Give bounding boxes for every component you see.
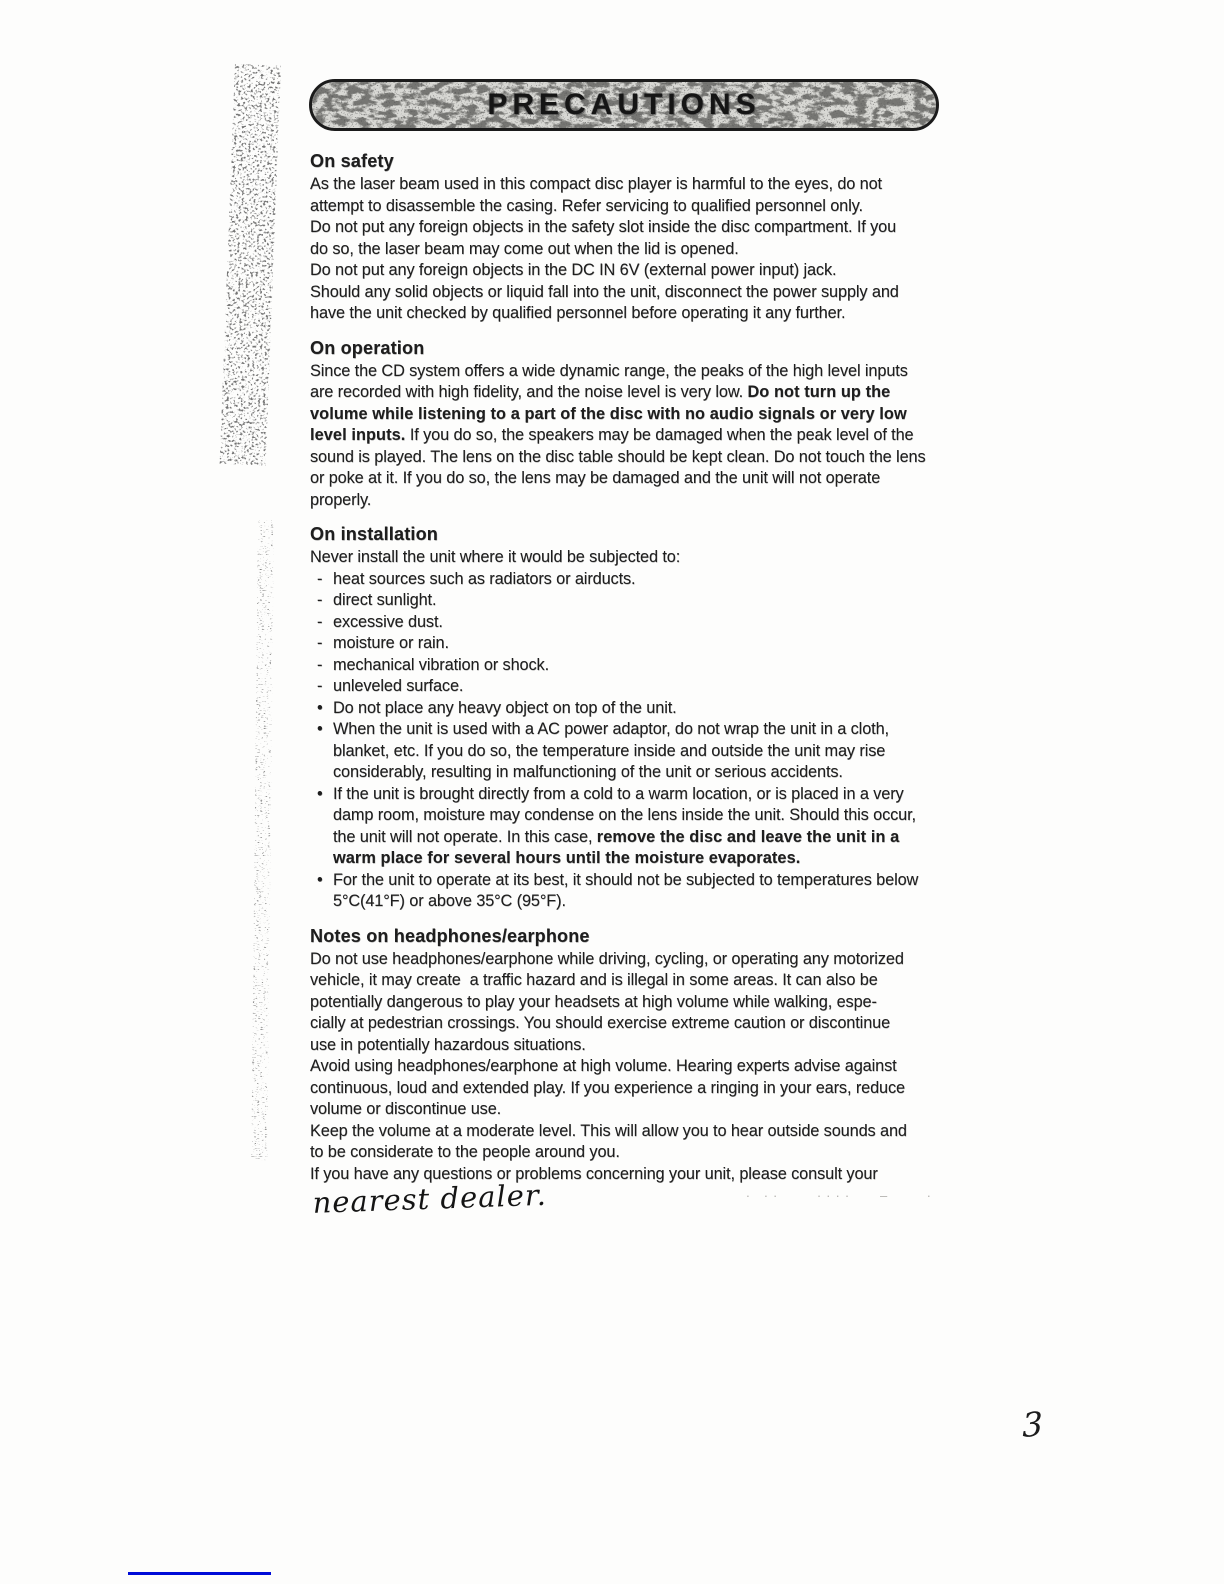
text-line — [310, 239, 950, 261]
bullet-body — [333, 612, 950, 634]
bullet-marker: - — [317, 655, 323, 674]
text-line — [310, 260, 950, 282]
bullet-item — [310, 590, 950, 612]
section-heading: On operation — [310, 337, 425, 358]
text-line — [333, 827, 950, 849]
text-line — [310, 1142, 950, 1164]
bullet-item — [310, 698, 950, 720]
text-segment: volume or discontinue use. — [310, 1100, 502, 1118]
scan-noise-line — [251, 520, 274, 1160]
text-segment: Since the CD system offers a wide dynamic range, the peaks of the high level inputs — [310, 361, 908, 380]
bold-text-segment: level inputs. — [310, 426, 406, 444]
bullet-item — [310, 719, 950, 784]
handwritten-row — [310, 1177, 950, 1220]
scan-noise-band — [220, 64, 281, 465]
bold-text-segment: Do not turn up the — [747, 383, 891, 401]
text-line — [310, 382, 950, 404]
text-segment: Never install the unit where it would be subjected to: — [310, 548, 681, 566]
text-line — [310, 1035, 950, 1057]
bullet-body — [333, 698, 950, 720]
text-segment: If you do so, the speakers may be damaged when the peak level of the — [405, 426, 914, 444]
bullet-body — [333, 590, 950, 612]
text-segment: Do not put any foreign objects in the DC IN 6V (external power input) jack. — [310, 261, 837, 279]
text-segment: If the unit is brought directly from a cold to a warm location, or is placed in a very — [333, 784, 904, 803]
handwritten-note: nearest dealer. — [311, 1177, 548, 1220]
text-line — [310, 425, 950, 447]
text-line — [310, 282, 950, 304]
bullet-item — [310, 676, 950, 698]
text-line — [310, 361, 950, 383]
text-line — [333, 784, 950, 806]
text-segment: Do not place any heavy object on top of the unit. — [333, 698, 677, 717]
section-on-operation — [310, 337, 950, 512]
text-segment: to be considerate to the people around you. — [310, 1143, 620, 1161]
text-segment: heat sources such as radiators or airducts. — [333, 569, 636, 588]
bullet-marker: • — [317, 784, 323, 803]
text-segment: Keep the volume at a moderate level. This will allow you to hear outside sounds and — [310, 1121, 907, 1140]
text-line — [333, 848, 950, 870]
text-segment: the unit will not operate. In this case, — [333, 827, 597, 846]
section-notes-on-headphones — [310, 925, 950, 1186]
bullet-item — [310, 784, 950, 870]
scan-smudge-marks: · ·· ···· – · — [745, 1188, 936, 1203]
text-line — [333, 590, 950, 612]
bullet-marker: • — [317, 698, 323, 717]
bullet-item — [310, 870, 950, 913]
bullet-marker: • — [317, 720, 323, 738]
text-segment: or poke at it. If you do so, the lens may be damaged and the unit will not operate — [310, 469, 881, 487]
text-line — [310, 447, 950, 469]
text-line — [310, 1056, 950, 1078]
text-line — [333, 676, 950, 698]
bullet-item — [310, 655, 950, 677]
bullet-body — [333, 633, 950, 655]
text-segment: Should any solid objects or liquid fall into the unit, disconnect the power supply and — [310, 282, 899, 301]
text-segment: vehicle, it may create a traffic hazard and is illegal in some areas. It can also be — [310, 971, 878, 989]
text-segment: moisture or rain. — [333, 634, 449, 652]
text-segment: Avoid using headphones/earphone at high volume. Hearing experts advise against — [310, 1057, 897, 1075]
section-heading: Notes on headphones/earphone — [310, 925, 590, 946]
bullet-body — [333, 719, 950, 784]
bullet-item — [310, 633, 950, 655]
text-segment: properly. — [310, 490, 372, 509]
text-line — [310, 468, 950, 490]
text-line — [310, 490, 950, 512]
bold-text-segment: volume while listening to a part of the disc with no audio signals or very low — [310, 404, 907, 423]
bold-text-segment: warm place for several hours until the moisture evaporates. — [333, 849, 801, 867]
text-segment: attempt to disassemble the casing. Refer servicing to qualified personnel only. — [310, 196, 863, 215]
text-segment: damp room, moisture may condense on the lens inside the unit. Should this occur, — [333, 806, 916, 824]
text-line — [310, 303, 950, 325]
text-segment: mechanical vibration or shock. — [333, 655, 549, 674]
text-segment: use in potentially hazardous situations. — [310, 1035, 586, 1054]
bold-text-segment: remove the disc and leave the unit in a — [596, 827, 900, 846]
text-segment: excessive dust. — [333, 612, 443, 631]
bullet-marker: - — [317, 634, 323, 652]
page-number-handwritten: 3 — [1021, 1403, 1044, 1446]
text-segment: cially at pedestrian crossings. You should exercise extreme caution or discontinue — [310, 1014, 891, 1032]
text-segment: potentially dangerous to play your headsets at high volume while walking, espe- — [310, 992, 877, 1011]
text-segment: are recorded with high fidelity, and the noise level is very low. — [310, 383, 748, 401]
bullet-marker: - — [317, 591, 323, 609]
page-content — [310, 150, 950, 1220]
bullet-marker: - — [317, 677, 323, 695]
text-line — [333, 762, 950, 784]
text-segment: 5°C(41°F) or above 35°C (95°F). — [333, 892, 566, 910]
text-line — [310, 1013, 950, 1035]
section-heading: On safety — [310, 151, 394, 171]
bullet-body — [333, 676, 950, 698]
bullet-marker: - — [317, 569, 323, 588]
text-line — [333, 891, 950, 913]
text-line — [333, 698, 950, 720]
text-line — [310, 404, 950, 426]
text-line — [310, 1078, 950, 1100]
text-line — [310, 1099, 950, 1121]
text-line — [310, 1121, 950, 1143]
section-on-installation — [310, 523, 950, 913]
text-segment: If you have any questions or problems concerning your unit, please consult your — [310, 1164, 878, 1183]
text-segment: Do not use headphones/earphone while driving, cycling, or operating any motorized — [310, 949, 904, 968]
text-line — [333, 870, 950, 892]
text-segment: have the unit checked by qualified personnel before operating it any further. — [310, 304, 846, 322]
text-segment: For the unit to operate at its best, it should not be subjected to temperatures below — [333, 870, 919, 889]
text-segment: direct sunlight. — [333, 591, 437, 609]
text-line — [310, 949, 950, 971]
text-line — [310, 196, 950, 218]
precautions-banner — [309, 79, 939, 131]
bullet-item — [310, 569, 950, 591]
text-line — [333, 805, 950, 827]
bullet-marker: - — [317, 612, 323, 631]
bullet-body — [333, 655, 950, 677]
section-on-safety — [310, 150, 950, 325]
text-segment: unleveled surface. — [333, 677, 464, 695]
text-segment: When the unit is used with a AC power adaptor, do not wrap the unit in a cloth, — [333, 720, 889, 738]
text-line — [333, 741, 950, 763]
bullet-body — [333, 784, 950, 870]
bullet-item — [310, 612, 950, 634]
text-line — [310, 970, 950, 992]
bullet-body — [333, 870, 950, 913]
banner-title: PRECAUTIONS — [487, 88, 761, 121]
text-segment: Do not put any foreign objects in the safety slot inside the disc compartment. If you — [310, 218, 897, 236]
text-segment: do so, the laser beam may come out when the lid is opened. — [310, 239, 739, 258]
text-segment: As the laser beam used in this compact disc player is harmful to the eyes, do not — [310, 175, 882, 193]
footer-blue-line — [128, 1572, 271, 1575]
text-line — [333, 633, 950, 655]
text-line — [333, 612, 950, 634]
text-line — [333, 569, 950, 591]
text-line — [310, 174, 950, 196]
text-segment: sound is played. The lens on the disc table should be kept clean. Do not touch the lens — [310, 447, 926, 466]
text-segment: blanket, etc. If you do so, the temperature inside and outside the unit may rise — [333, 741, 886, 760]
text-segment: considerably, resulting in malfunctioning of the unit or serious accidents. — [333, 763, 843, 781]
text-line — [333, 719, 950, 741]
bullet-body — [333, 569, 950, 591]
text-line — [310, 547, 950, 569]
text-segment: continuous, loud and extended play. If you experience a ringing in your ears, reduce — [310, 1078, 906, 1097]
text-line — [310, 217, 950, 239]
section-heading: On installation — [310, 524, 439, 544]
text-line — [310, 992, 950, 1014]
bullet-marker: • — [317, 870, 323, 889]
text-line — [333, 655, 950, 677]
